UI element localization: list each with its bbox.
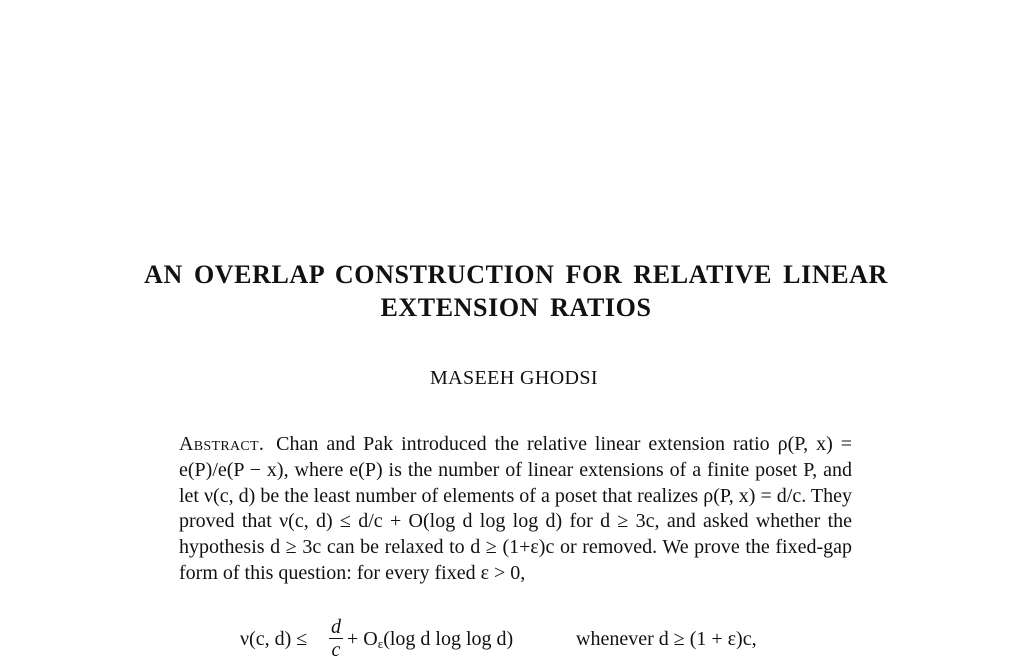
equation-condition: whenever d ≥ (1 + ε)c, xyxy=(576,628,757,650)
equation-rhs-op: + O xyxy=(347,628,378,650)
paper-title xyxy=(60,258,972,324)
equation-fraction xyxy=(328,616,344,661)
display-equation xyxy=(240,616,860,670)
abstract-text: Chan and Pak introduced the relative linear extension ratio ρ(P, x) = e(P)/e(P − x), where e(P) is the number of linear extensions of a finite poset P, and let ν(c, d) be the least number of elements of a poset that realizes ρ(P, x) = d/c. They proved that ν(c, d) ≤ d/c + O(log d log log d) for d ≥ 3c, and asked whether the hypothesis d ≥ 3c can be relaxed to d ≥ (1+ε)c or removed. We prove the fixed-gap form of this question: for every fixed ε > 0, xyxy=(179,433,852,584)
equation-rhs-subscript: ε xyxy=(377,636,384,651)
fraction-numerator: d xyxy=(331,616,341,638)
author-name: MASEEH GHODSI xyxy=(430,367,598,389)
fraction-denominator: c xyxy=(331,639,341,661)
equation-rhs xyxy=(347,628,513,652)
title-line-2: EXTENSION RATIOS xyxy=(380,293,652,322)
abstract-label: Abstract. xyxy=(179,433,265,455)
abstract xyxy=(179,432,852,587)
title-line-1: AN OVERLAP CONSTRUCTION FOR RELATIVE LINEAR xyxy=(144,260,888,289)
equation-rhs-tail: (log d log log d) xyxy=(383,628,514,650)
equation-lhs: ν(c, d) ≤ xyxy=(240,628,308,650)
